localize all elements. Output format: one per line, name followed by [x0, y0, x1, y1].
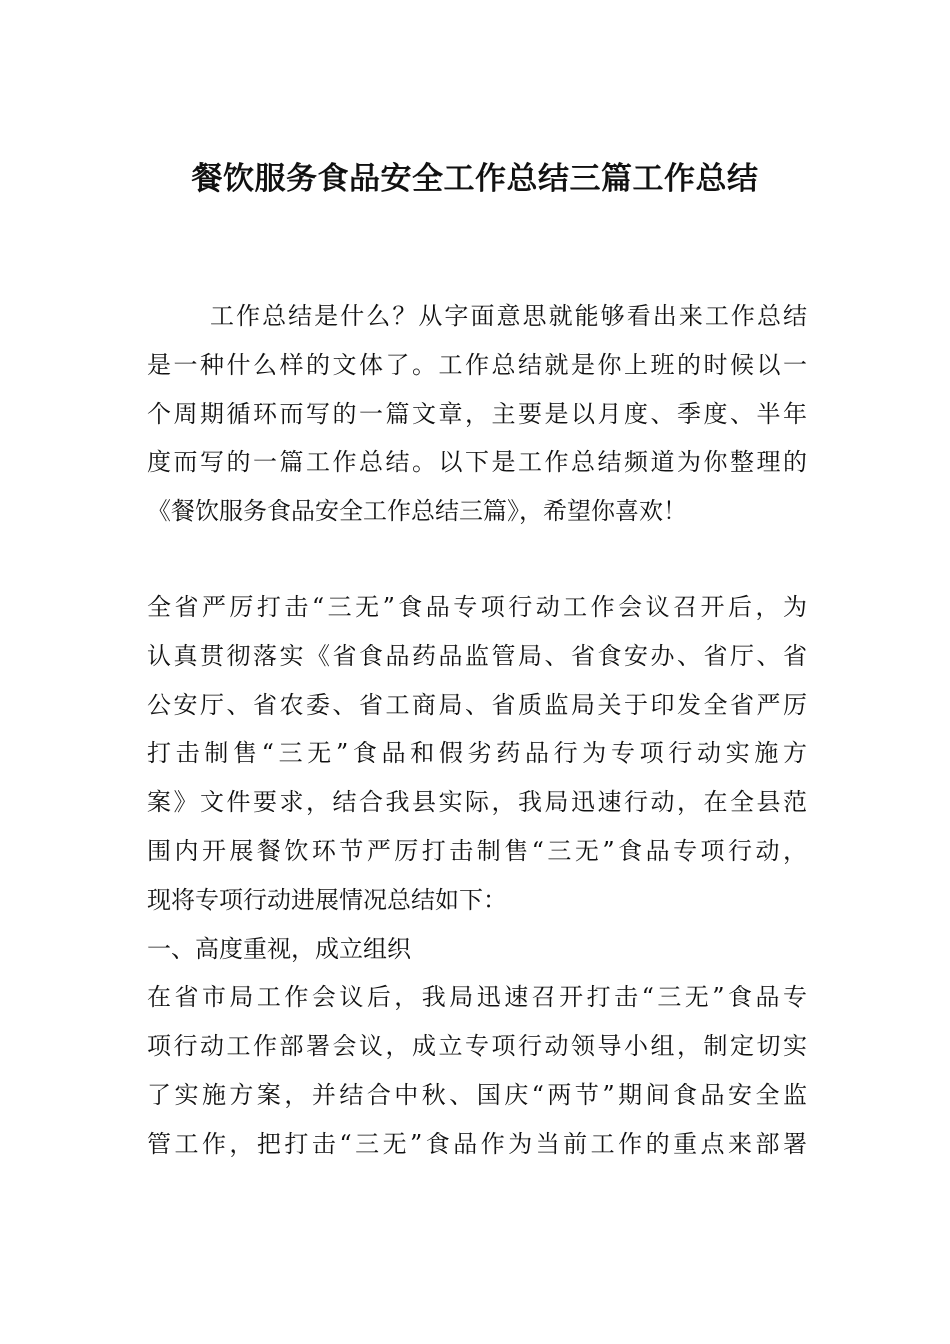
body-line: 在省市局工作会议后，我局迅速召开打击“三无”食品专 — [147, 983, 807, 1012]
intro-line: 是一种什么样的文体了。工作总结就是你上班的时候以一 — [147, 350, 807, 379]
section-heading: 一、高度重视，成立组织 — [147, 934, 411, 963]
body-line: 管工作，把打击“三无”食品作为当前工作的重点来部署 — [147, 1129, 807, 1158]
intro-line: 度而写的一篇工作总结。以下是工作总结频道为你整理的 — [147, 448, 807, 477]
body-line: 公安厅、省农委、省工商局、省质监局关于印发全省严厉 — [147, 690, 807, 719]
intro-paragraph — [147, 292, 807, 536]
body-line: 项行动工作部署会议，成立专项行动领导小组，制定切实 — [147, 1032, 807, 1061]
body-line: 全省严厉打击“三无”食品专项行动工作会议召开后，为 — [147, 593, 807, 621]
document-title: 餐饮服务食品安全工作总结三篇工作总结 — [191, 161, 759, 197]
intro-line: 个周期循环而写的一篇文章，主要是以月度、季度、半年 — [147, 399, 807, 428]
intro-line: 工作总结是什么？从字面意思就能够看出来工作总结 — [210, 302, 807, 330]
body-line: 现将专项行动进展情况总结如下： — [147, 885, 507, 914]
intro-line: 《餐饮服务食品安全工作总结三篇》，希望你喜欢！ — [147, 497, 687, 526]
body-line: 围内开展餐饮环节严厉打击制售“三无”食品专项行动， — [147, 836, 807, 865]
body-line: 打击制售“三无”食品和假劣药品行为专项行动实施方 — [147, 739, 807, 768]
body-line: 了实施方案，并结合中秋、国庆“两节”期间食品安全监 — [147, 1080, 807, 1109]
body-line: 案》文件要求，结合我县实际，我局迅速行动，在全县范 — [147, 788, 807, 817]
body-text — [147, 583, 807, 1169]
body-line: 认真贯彻落实《省食品药品监管局、省食安办、省厅、省 — [147, 641, 807, 670]
